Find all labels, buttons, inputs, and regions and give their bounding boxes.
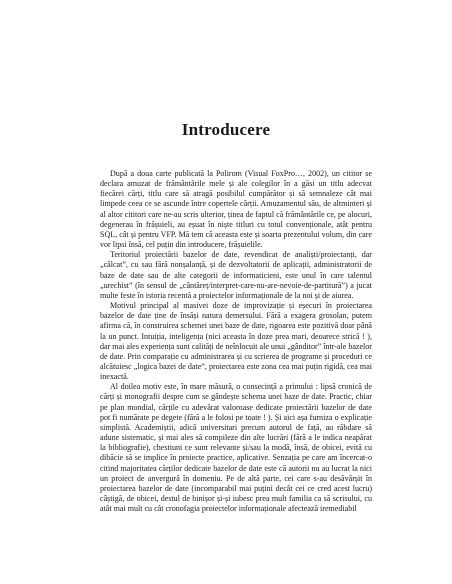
paragraph-1: După a doua carte publicată la Polirom (Visual FoxPro…, 2002), un cititor se declara amuzat de frământările mele și ale colegilor în a găsi un titlu adecvat fiecărei cărți, titlu care să atragă posibilul cumpărător și să semnaleze cât mai limpede ceea ce se ascunde între copertele cărții. Amuzamentul său, de altminteri și al altor cititori care ne-au scris ulterior, ținea de faptul că frământările ce, pe alocuri, degenerau în frășuieli, au eșuat în niște titluri cu totul convenționale, atât pentru SQL, cât și pentru VFP. Mă tem că aceasta este și soarta prezentului volum, din care vor lipsi însă, cel puțin din introducere, frășuielile. [100, 169, 372, 250]
page-title: Introducere [181, 120, 271, 139]
body-text [100, 169, 372, 514]
paragraph-3: Motivul principal al masivei doze de improvizație și eșecuri în proiectarea bazelor de date ține de însăși natura demersului. Fără a exagera grosolan, putem afirma că, în construirea schemei unei baze de date, rigoarea este pozitivă doar până la un punct. Intuiția, inteligența (nici aceasta în doze prea mari, deoarece strică ! ), dar mai ales experiența sunt calități de neînlocuit ale unui „gânditor” într-ale bazelor de date. Prin comparație cu administrarea și cu scrierea de programe și proceduri ce alcătuiesc „logica bazei de date”, proiectarea este zona cea mai puțin rigidă, cea mai inexactă. [100, 301, 372, 382]
paragraph-2: Teritoriul proiectării bazelor de date, revendicat de analiști/proiectanți, dar „călcat”, cu sau fără nonșalanță, și de dezvoltatorii de aplicații, administratorii de baze de date sau de alte categorii de informaticieni, este unul în care talentul „urechist” (în sensul de „cântăreț/interpret-care-nu-are-nevoie-de-partitură”) a jucat multe feste în istoria recentă a proiectelor informaționale de la noi și de aiurea. [100, 250, 372, 300]
paragraph-4: Al doilea motiv este, în mare măsură, o consecință a primului : lipsă cronică de cărți și monografii despre cum se gândește schema unei baze de date. Practic, chiar pe plan mondial, cărțile cu adevărat valoroase dedicate proiectării bazelor de date pot fi numărate pe degete (fără a le folosi pe toate ! ). Și aici așa furniza o explicație simplistă. Academiștii, adică universitari precum autorul de față, au răbdare să adune sistematic, și mai ales să compileze din alte lucrări (fără a le indica neapărat la bibliografie), chestiuni ce sunt relevante și/sau la modă, însă, de obicei, evită cu dibăcie să se implice în proiecte practice, aplicative. Senzația pe care am încercat-o citind majoritatea cărților dedicate bazelor de date este că autorii nu au lucrat la nici un proiect de anvergură în domeniu. Pe de altă parte, cei care s-au desăvârșit în proiectarea bazelor de date (incomparabil mai puțini decât cei ce cred acest lucru) câștigă, de obicei, destul de binișor și-și iubesc prea mult familia ca să scrisului, cu atât mai mult cu cât cronofagia proiectelor informaționale afectează iremediabil [100, 382, 372, 514]
